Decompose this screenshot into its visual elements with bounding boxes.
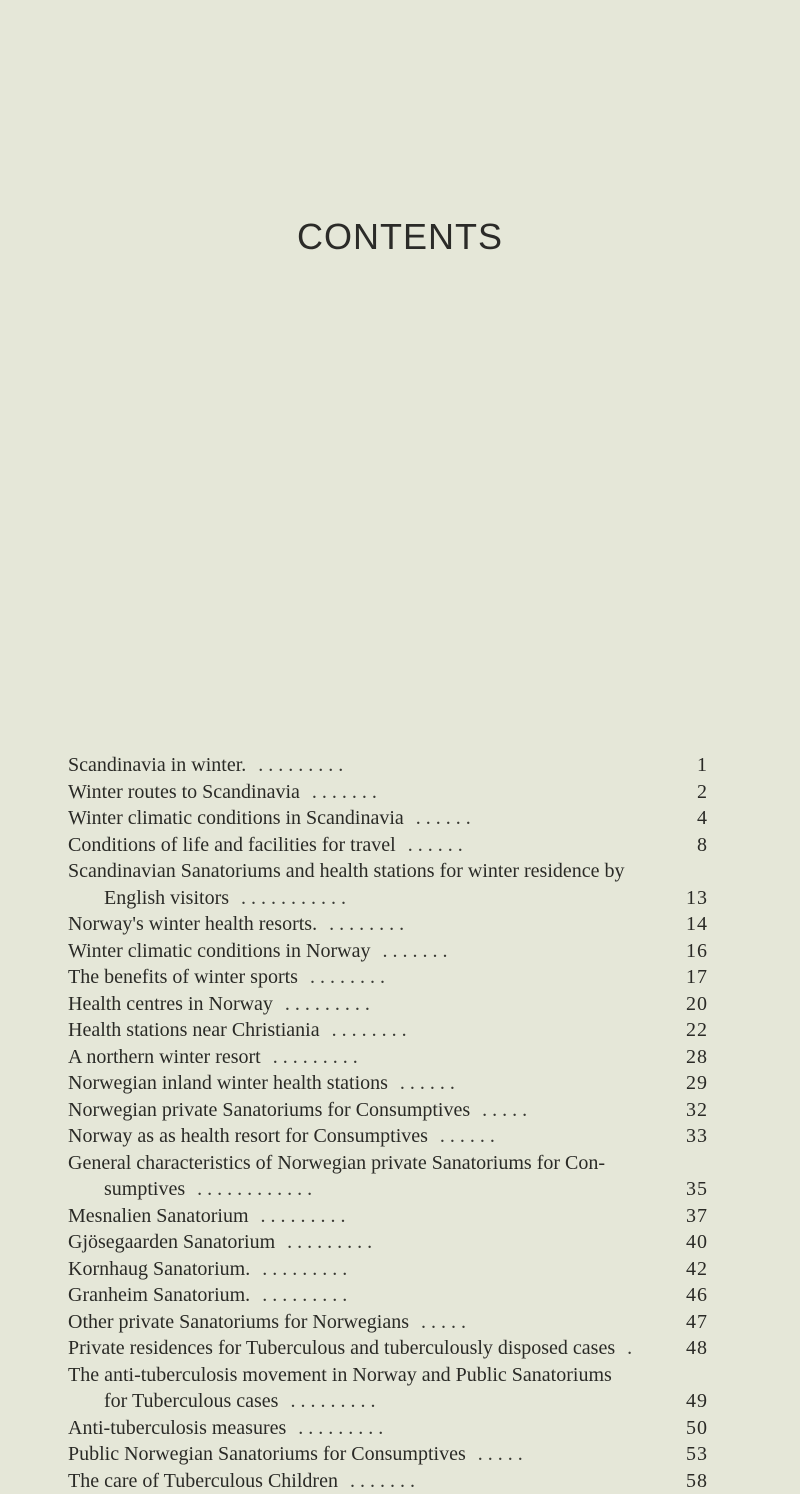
toc-entry-title: A northern winter resort xyxy=(68,1044,261,1071)
toc-leader-dots: . . . . . . . . . xyxy=(246,752,672,779)
toc-page-number: 46 xyxy=(672,1282,708,1309)
toc-page-number: 48 xyxy=(672,1335,708,1362)
toc-page-number: 33 xyxy=(672,1123,708,1150)
toc-entry-title: The anti-tuberculosis movement in Norway and Public Sanatoriums xyxy=(68,1362,612,1389)
toc-entry xyxy=(68,1097,708,1124)
toc-page-number: 4 xyxy=(672,805,708,832)
toc-page-number: 49 xyxy=(672,1388,708,1415)
toc-entry xyxy=(68,991,708,1018)
toc-page-number: 14 xyxy=(672,911,708,938)
toc-entry-title: Norway's winter health resorts. xyxy=(68,911,317,938)
toc-leader-dots: . . . . . . xyxy=(388,1070,672,1097)
toc-entry-title: Private residences for Tuberculous and tuberculously disposed cases xyxy=(68,1335,615,1362)
toc-page-number: 58 xyxy=(672,1468,708,1494)
toc-leader-dots: . . . . . . . xyxy=(300,779,672,806)
toc-entry xyxy=(68,1229,708,1256)
toc-entry xyxy=(68,1468,708,1494)
toc-leader-dots: . . . . . . . . . xyxy=(250,1256,672,1283)
table-of-contents xyxy=(68,752,708,1494)
toc-leader-dots: . . . . . . . . xyxy=(317,911,672,938)
toc-leader-dots: . . . . . . xyxy=(428,1123,672,1150)
toc-leader-dots: . . . . . . . . . xyxy=(273,991,672,1018)
page-title: CONTENTS xyxy=(0,216,800,258)
toc-entry-title: Kornhaug Sanatorium. xyxy=(68,1256,250,1283)
toc-leader-dots: . . . . . . . . . . . . xyxy=(185,1176,672,1203)
toc-entry xyxy=(68,1044,708,1071)
toc-entry xyxy=(68,858,708,885)
toc-entry-title: General characteristics of Norwegian private Sanatoriums for Con- xyxy=(68,1150,605,1177)
toc-entry-title: The benefits of winter sports xyxy=(68,964,298,991)
toc-leader-dots: . . . . . xyxy=(409,1309,672,1336)
toc-entry xyxy=(68,1309,708,1336)
toc-entry-title: Health stations near Christiania xyxy=(68,1017,320,1044)
toc-entry-title: Winter climatic conditions in Scandinavia xyxy=(68,805,404,832)
toc-page-number: 28 xyxy=(672,1044,708,1071)
toc-entry xyxy=(68,1441,708,1468)
toc-entry-title: Conditions of life and facilities for travel xyxy=(68,832,396,859)
toc-entry-title: Public Norwegian Sanatoriums for Consumptives xyxy=(68,1441,466,1468)
toc-page-number: 40 xyxy=(672,1229,708,1256)
toc-leader-dots: . . . . . . . . . xyxy=(250,1282,672,1309)
toc-page-number: 1 xyxy=(672,752,708,779)
toc-entry-title: Granheim Sanatorium. xyxy=(68,1282,250,1309)
toc-entry-title: Scandinavia in winter. xyxy=(68,752,246,779)
toc-leader-dots: . . . . . xyxy=(466,1441,672,1468)
toc-entry-title: The care of Tuberculous Children xyxy=(68,1468,338,1494)
toc-leader-dots: . . . . . . . . xyxy=(298,964,672,991)
toc-entry-title: for Tuberculous cases xyxy=(68,1388,278,1415)
toc-leader-dots: . . . . . . . . . xyxy=(286,1415,672,1442)
toc-entry-title: Gjösegaarden Sanatorium xyxy=(68,1229,275,1256)
toc-entry xyxy=(68,779,708,806)
toc-leader-dots: . . . . . . . xyxy=(338,1468,672,1494)
toc-entry-title: Health centres in Norway xyxy=(68,991,273,1018)
toc-entry xyxy=(68,964,708,991)
toc-entry-title: Winter climatic conditions in Norway xyxy=(68,938,370,965)
toc-entry xyxy=(68,1150,708,1177)
toc-entry xyxy=(68,885,708,912)
toc-entry xyxy=(68,1362,708,1389)
toc-entry-title: Winter routes to Scandinavia xyxy=(68,779,300,806)
toc-leader-dots: . . . . . . . . . xyxy=(249,1203,672,1230)
toc-entry xyxy=(68,911,708,938)
toc-entry xyxy=(68,832,708,859)
toc-entry xyxy=(68,1176,708,1203)
toc-page-number: 50 xyxy=(672,1415,708,1442)
toc-entry xyxy=(68,1123,708,1150)
toc-entry xyxy=(68,752,708,779)
toc-leader-dots: . . . . . . . . . xyxy=(275,1229,672,1256)
toc-entry xyxy=(68,938,708,965)
toc-page-number: 42 xyxy=(672,1256,708,1283)
toc-entry xyxy=(68,1335,708,1362)
toc-page-number: 13 xyxy=(672,885,708,912)
toc-leader-dots: . . . . . . . . xyxy=(320,1017,672,1044)
toc-entry xyxy=(68,1282,708,1309)
toc-entry-title: Norwegian private Sanatoriums for Consumptives xyxy=(68,1097,470,1124)
toc-page-number: 53 xyxy=(672,1441,708,1468)
toc-entry xyxy=(68,1256,708,1283)
toc-page-number: 2 xyxy=(672,779,708,806)
toc-entry xyxy=(68,1388,708,1415)
toc-entry-title: sumptives xyxy=(68,1176,185,1203)
toc-page-number: 8 xyxy=(672,832,708,859)
toc-page-number: 20 xyxy=(672,991,708,1018)
toc-entry xyxy=(68,1017,708,1044)
toc-page-number: 16 xyxy=(672,938,708,965)
toc-entry-title: Anti-tuberculosis measures xyxy=(68,1415,286,1442)
toc-page-number: 35 xyxy=(672,1176,708,1203)
toc-leader-dots: . . . . . xyxy=(470,1097,672,1124)
toc-entry xyxy=(68,805,708,832)
toc-page-number: 32 xyxy=(672,1097,708,1124)
toc-entry-title: Norwegian inland winter health stations xyxy=(68,1070,388,1097)
toc-leader-dots: . . . . . . xyxy=(404,805,672,832)
toc-leader-dots: . . . . . . . . . xyxy=(261,1044,672,1071)
toc-entry-title: Norway as as health resort for Consumptives xyxy=(68,1123,428,1150)
toc-page-number: 47 xyxy=(672,1309,708,1336)
toc-entry-title: Scandinavian Sanatoriums and health stations for winter residence by xyxy=(68,858,625,885)
toc-entry-title: Mesnalien Sanatorium xyxy=(68,1203,249,1230)
toc-leader-dots: . xyxy=(615,1335,672,1362)
toc-page-number: 37 xyxy=(672,1203,708,1230)
toc-entry xyxy=(68,1070,708,1097)
toc-page-number: 29 xyxy=(672,1070,708,1097)
toc-leader-dots: . . . . . . . xyxy=(370,938,672,965)
toc-entry xyxy=(68,1415,708,1442)
toc-entry-title: English visitors xyxy=(68,885,229,912)
toc-leader-dots: . . . . . . . . . xyxy=(278,1388,672,1415)
toc-page-number: 22 xyxy=(672,1017,708,1044)
toc-leader-dots: . . . . . . xyxy=(396,832,672,859)
toc-leader-dots: . . . . . . . . . . . xyxy=(229,885,672,912)
toc-entry-title: Other private Sanatoriums for Norwegians xyxy=(68,1309,409,1336)
toc-page-number: 17 xyxy=(672,964,708,991)
toc-entry xyxy=(68,1203,708,1230)
